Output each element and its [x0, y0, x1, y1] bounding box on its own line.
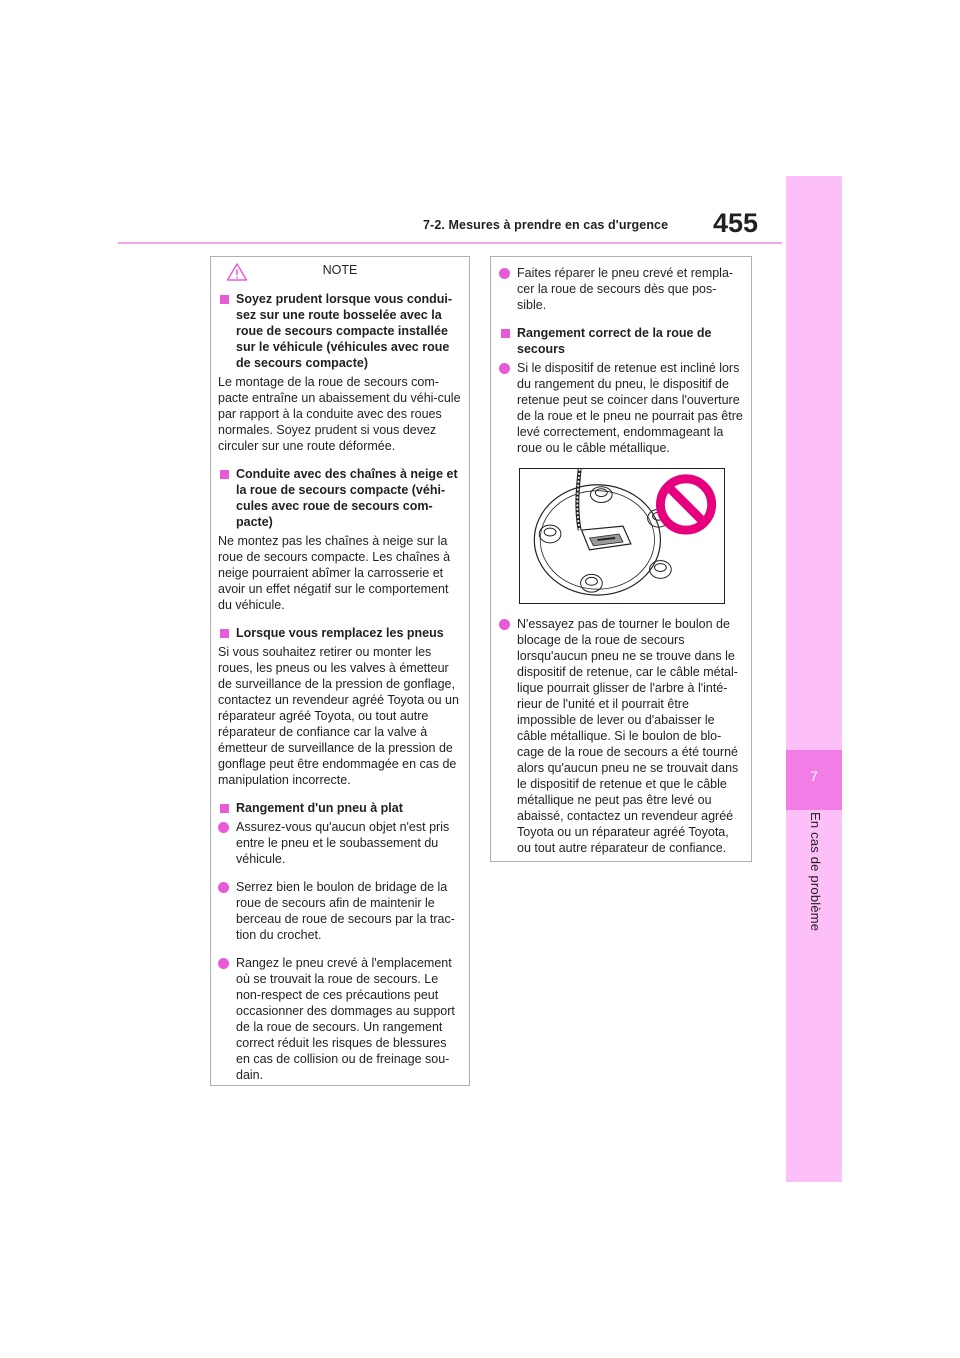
list-item — [218, 879, 463, 943]
list-item-text: Assurez-vous qu'aucun objet n'est pris entre le pneu et le soubassement du véhicule. — [236, 820, 450, 866]
bullet-dot-icon — [218, 958, 229, 969]
square-bullet-icon — [220, 804, 229, 813]
note-paragraph: Si vous souhaitez retirer ou monter les roues, les pneus ou les valves à émetteur de surveillance de la pression de gonflage, contactez un revendeur agréé Toyota ou un réparateur agréé Toyota, ou tout autre réparateur de confiance car la valve à émetteur de surveillance de la pression de gonflage peut être endommagée en cas de manipulation incorrecte. — [218, 645, 459, 787]
square-bullet-icon — [220, 629, 229, 638]
section-header: 7-2. Mesures à prendre en cas d'urgence — [423, 218, 669, 232]
list-item — [499, 360, 745, 456]
bullet-dot-icon — [218, 882, 229, 893]
page-number: 455 — [713, 208, 759, 238]
note-section-title — [218, 800, 463, 816]
list-item — [218, 819, 463, 867]
note-heading: NOTE — [322, 263, 358, 277]
list-item-text: Serrez bien le boulon de bridage de la roue de secours afin de maintenir le berceau de roue de secours par la trac-tion du crochet. — [236, 880, 455, 942]
list-item-text: Rangez le pneu crevé à l'emplacement où se trouvait la roue de secours. Le non-respect de ces précautions peut occasionner des dommages au support de la roue de secours. Un rangement correct réduit les risques de blessures en cas de collision ou de freinage sou-dain. — [236, 956, 455, 1082]
square-bullet-icon — [220, 295, 229, 304]
bullet-dot-icon — [499, 619, 510, 630]
section-title-text: Conduite avec des chaînes à neige et la roue de secours compacte (véhi-cules avec roue de secours com-pacte) — [236, 467, 458, 529]
note-section-title — [218, 625, 463, 641]
list-item-text: N'essayez pas de tourner le boulon de blocage de la roue de secours lorsqu'aucun pneu ne se trouve dans le dispositif de retenue, car le câble métal-lique pourrait glisser de l'arbre à l'inté-rieur de l'unité et il pourrait être impossible de lever ou d'abaisser le câble métallique. Si le boulon de blo-cage de la roue de secours a été tourné alors qu'aucun pneu ne se trouvait dans le dispositif de retenue et que le câble métallique ne peut pas être levé ou abaissé, contactez un revendeur agréé Toyota ou un réparateur agréé Toyota, ou tout autre réparateur de confiance. — [517, 617, 739, 855]
section-title-text: Rangement d'un pneu à plat — [236, 801, 403, 815]
section-title-text: Lorsque vous remplacez les pneus — [236, 626, 444, 640]
bullet-dot-icon — [218, 822, 229, 833]
note-section-title — [218, 466, 463, 530]
list-item-text: Si le dispositif de retenue est incliné lors du rangement du pneu, le dispositif de retenue peut se coincer dans l'ouverture de la roue et le pneu ne pourrait pas être levé correctement, endommageant la roue ou le câble métallique. — [517, 361, 743, 455]
note-box-right — [490, 256, 752, 862]
note-paragraph: Ne montez pas les chaînes à neige sur la roue de secours compacte. Les chaînes à neige pourraient abîmer la carrosserie et avoir un effet négatif sur le comportement du véhicule. — [218, 534, 451, 612]
bullet-dot-icon — [499, 268, 510, 279]
section-title-text: Rangement correct de la roue de secours — [517, 326, 712, 356]
spare-wheel-prohibition-icon — [519, 468, 725, 604]
bullet-dot-icon — [499, 363, 510, 374]
section-title-text: Soyez prudent lorsque vous condui-sez sur une route bosselée avec la roue de secours compacte installée sur le véhicule (véhicules avec roue de secours compacte) — [236, 292, 452, 370]
note-section-title — [218, 291, 463, 371]
header-divider — [118, 242, 782, 244]
list-item — [499, 616, 745, 856]
chapter-side-tab — [786, 176, 842, 1182]
note-section-title — [499, 325, 745, 357]
note-paragraph: Le montage de la roue de secours com-pacte entraîne un abaissement du véhi-cule par rapport à la conduite avec des roues normales. Soyez prudent si vous devez circuler sur une route déformée. — [218, 375, 461, 453]
list-item-text: Faites réparer le pneu crevé et rempla-cer la roue de secours dès que pos-sible. — [517, 266, 734, 312]
square-bullet-icon — [501, 329, 510, 338]
note-box-left — [210, 256, 470, 1086]
list-item — [218, 955, 463, 1083]
chapter-number: 7 — [810, 768, 818, 784]
chapter-title: En cas de problème — [808, 812, 823, 932]
list-item — [499, 265, 745, 313]
square-bullet-icon — [220, 470, 229, 479]
